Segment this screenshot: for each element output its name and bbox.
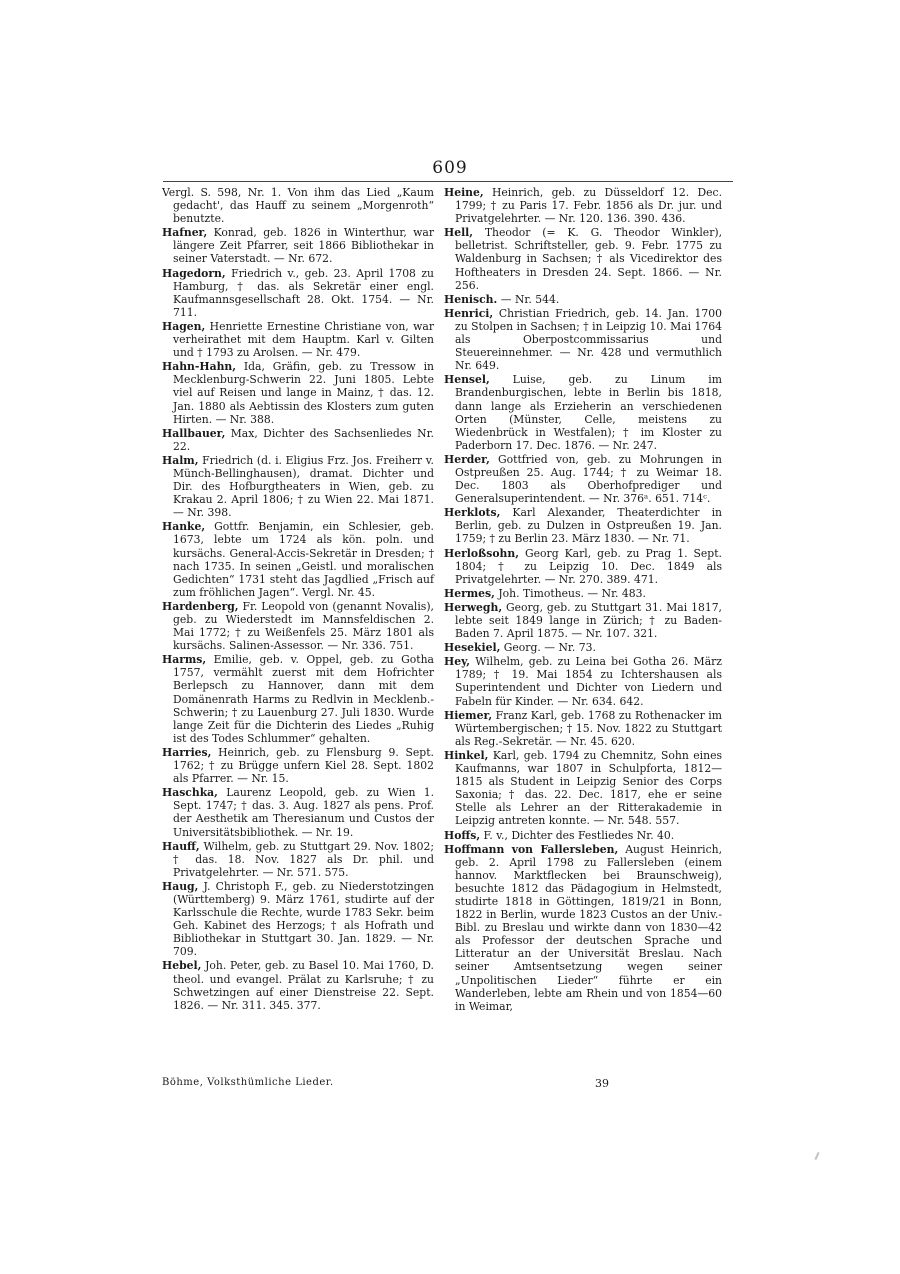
entry-headword: Henisch. <box>444 292 498 306</box>
biography-entry <box>162 454 434 519</box>
entry-headword: Haschka, <box>162 786 218 800</box>
entry-text: Christian Friedrich, geb. 14. Jan. 1700 zu Stolpen in Sachsen; † in Leipzig 10. Mai 1764 als Oberpostcommissarius und Steuereinnehmer. — Nr. 428 und vermuthlich Nr. 649. <box>455 306 722 373</box>
entry-text: Luise, geb. zu Linum im Brandenburgischen, lebte in Berlin bis 1818, dann lange als Erzieherin an verschiedenen Orten (Münster, Celle, meistens zu Wiedenbrück in Westfalen); † im Kloster zu Paderborn 17. Dec. 1876. — Nr. 247. <box>455 373 722 452</box>
entry-text: Theodor (= K. G. Theodor Winkler), belletrist. Schriftsteller, geb. 9. Febr. 1775 zu Waldenburg in Sachsen; † als Vicedirektor des Hoftheaters in Dresden 24. Sept. 1866. — Nr. 256. <box>455 226 722 292</box>
entry-text: Fr. Leopold von (genannt Novalis), geb. zu Wiederstedt im Mannsfeldischen 2. Mai 1772; † zu Weißenfels 25. März 1801 als kursächs. Salinen-Assessor. — Nr. 336. 751. <box>173 599 434 653</box>
entry-text: — Nr. 544. <box>497 292 560 306</box>
entry-text: August Heinrich, geb. 2. April 1798 zu Fallersleben (einem hannov. Marktflecken bei Braunschweig), besuchte 1812 das Pädagogium in Helmstedt, studirte 1818 in Göttingen, 1819/21 in Bonn, 1822 in Berlin, wurde 1823 Custos an der Univ.-Bibl. zu Breslau und wirkte dann von 1830—42 als Professor der deutschen Sprache und Litteratur an der Universität Breslau. Nach seiner Amtsentsetzung wegen seiner „Unpolitischen Lieder“ führte er ein Wanderleben, lebte am Rhein und von 1854—60 in Weimar, <box>455 842 723 1013</box>
entry-text: Emilie, geb. v. Oppel, geb. zu Gotha 1757, vermählt zuerst mit dem Hofrichter Berlepsch zu Hannover, dann mit dem Domänenrath Harms zu Redlvin in Mecklenb.-Schwerin; † zu Lauenburg 27. Juli 1830. Wurde lange Zeit für die Dichterin des Liedes „Ruhig ist des Todes Schlummer“ gehalten. <box>173 653 434 745</box>
biography-entry <box>162 959 434 1011</box>
entry-text: J. Christoph F., geb. zu Niederstotzingen (Württemberg) 9. März 1761, studirte auf der Karlsschule die Rechte, wurde 1783 Sekr. beim Geh. Kabinet des Herzogs; † als Hofrath und Bibliothekar in Stuttgart 30. Jan. 1829. — Nr. 709. <box>173 879 434 959</box>
entry-text: Friedrich (d. i. Eligius Frz. Jos. Freiherr v. Münch-Bellinghausen), dramat. Dichter und Dir. des Hofburgtheaters in Wien, geb. zu Krakau 2. April 1806; † zu Wien 22. Mai 1871. — Nr. 398. <box>173 453 434 520</box>
entry-text: Karl Alexander, Theaterdichter in Berlin, geb. zu Dulzen in Ostpreußen 19. Jan. 1759; † zu Berlin 23. März 1830. — Nr. 71. <box>455 506 722 546</box>
header-rule <box>163 181 733 182</box>
entry-headword: Hoffs, <box>444 828 481 842</box>
entry-headword: Hanke, <box>162 520 206 534</box>
biography-entry <box>162 267 434 319</box>
entry-text: Heinrich, geb. zu Düsseldorf 12. Dec. 1799; † zu Paris 17. Febr. 1856 als Dr. jur. und Privatgelehrter. — Nr. 120. 136. 390. 436. <box>455 186 722 226</box>
biography-entry <box>162 520 434 599</box>
entry-headword: Halm, <box>162 453 199 467</box>
entry-headword: Herder, <box>444 452 490 466</box>
biography-entry <box>444 641 722 654</box>
entry-text: Laurenz Leopold, geb. zu Wien 1. Sept. 1747; † das. 3. Aug. 1827 als pens. Prof. der Aesthetik am Theresianum und Custos der Universitätsbibliothek. — Nr. 19. <box>173 786 434 839</box>
biography-entry <box>444 709 722 748</box>
entry-text: Max, Dichter des Sachsenliedes Nr. 22. <box>173 426 434 453</box>
entry-headword: Hardenberg, <box>162 599 239 613</box>
entry-text: Georg, geb. zu Stuttgart 31. Mai 1817, lebte seit 1849 lange in Zürich; † zu Baden-Baden 7. April 1875. — Nr. 107. 321. <box>455 600 722 641</box>
biography-entry <box>444 186 722 225</box>
entry-text: Gottfried von, geb. zu Mohrungen in Ostpreußen 25. Aug. 1744; † zu Weimar 18. Dec. 1803 als Oberhofprediger und Generalsuperintendent. — Nr. 376ᵃ. 651. 714ᶜ. <box>455 452 722 506</box>
entry-headword: Hebel, <box>162 959 202 973</box>
entry-headword: Hinkel, <box>444 748 489 762</box>
entry-text: Vergl. S. 598, Nr. 1. Von ihm das Lied „Kaum gedacht', das Hauff zu seinem „Morgenroth“ benutzte. <box>162 186 434 226</box>
biography-entry <box>162 360 434 425</box>
biography-entry <box>162 600 434 652</box>
biography-entry <box>162 880 434 959</box>
entry-headword: Hafner, <box>162 226 208 240</box>
biography-entry <box>444 226 722 291</box>
entry-headword: Henrici, <box>444 306 494 320</box>
entry-text: Konrad, geb. 1826 in Winterthur, war längere Zeit Pfarrer, seit 1866 Bibliothekar in seiner Vaterstadt. — Nr. 672. <box>173 226 434 266</box>
entry-headword: Harms, <box>162 653 207 667</box>
entry-text: Georg Karl, geb. zu Prag 1. Sept. 1804; † zu Leipzig 10. Dec. 1849 als Privatgelehrter. — Nr. 270. 389. 471. <box>455 546 722 586</box>
entry-headword: Hallbauer, <box>162 426 226 440</box>
biography-entry <box>162 786 434 838</box>
left-column <box>162 186 434 1013</box>
entry-headword: Hahn-Hahn, <box>162 360 237 374</box>
biography-entry <box>444 601 722 640</box>
entry-text: Heinrich, geb. zu Flensburg 9. Sept. 1762; † zu Brügge unfern Kiel 28. Sept. 1802 als Pfarrer. — Nr. 15. <box>173 745 434 786</box>
entry-text: Henriette Ernestine Christiane von, war verheirathet mit dem Hauptm. Karl v. Gilten und † 1793 zu Arolsen. — Nr. 479. <box>173 319 434 360</box>
entry-headword: Hermes, <box>444 586 495 600</box>
biography-entry <box>162 840 434 879</box>
footer-note: Böhme, Volksthümliche Lieder. <box>162 1077 334 1088</box>
biography-entry <box>162 320 434 359</box>
biography-entry <box>444 655 722 707</box>
biography-entry <box>162 653 434 745</box>
entry-text: Joh. Timotheus. — Nr. 483. <box>494 586 646 600</box>
entry-headword: Hesekiel, <box>444 641 501 655</box>
biography-entry <box>162 186 434 225</box>
entry-headword: Heine, <box>444 186 484 199</box>
entry-headword: Herloßsohn, <box>444 546 520 560</box>
entry-headword: Hoffmann von Fallersleben, <box>444 842 619 856</box>
biography-entry <box>162 746 434 785</box>
entry-headword: Herwegh, <box>444 600 503 614</box>
right-column <box>444 186 722 1014</box>
biography-entry <box>444 829 722 842</box>
entry-text: Joh. Peter, geb. zu Basel 10. Mai 1760, D. theol. und evangel. Prälat zu Karlsruhe; † zu Schwetzingen auf einer Dienstreise 22. Sept. 1826. — Nr. 311. 345. 377. <box>173 959 434 1012</box>
page-number: 609 <box>432 158 468 178</box>
biography-entry <box>444 843 722 1013</box>
biography-entry <box>444 307 722 372</box>
biography-entry <box>444 453 722 505</box>
entry-headword: Hauff, <box>162 839 200 853</box>
entry-headword: Hey, <box>444 655 471 669</box>
entry-headword: Harries, <box>162 745 212 759</box>
entry-headword: Herklots, <box>444 506 501 520</box>
entry-headword: Hiemer, <box>444 708 493 722</box>
biography-entry <box>444 587 722 600</box>
biography-entry <box>162 427 434 453</box>
entry-headword: Haug, <box>162 879 199 893</box>
biography-entry <box>444 547 722 586</box>
entry-headword: Hagedorn, <box>162 266 226 280</box>
entry-headword: Hell, <box>444 226 474 240</box>
entry-text: Wilhelm, geb. zu Leina bei Gotha 26. März 1789; † 19. Mai 1854 zu Ichtershausen als Superintendent und Dichter von Liedern und Fabeln für Kinder. — Nr. 634. 642. <box>455 655 722 708</box>
entry-text: Friedrich v., geb. 23. April 1708 zu Hamburg, † das. als Sekretär einer engl. Kaufmannsgesellschaft 28. Okt. 1754. — Nr. 711. <box>173 266 434 319</box>
entry-text: Gottfr. Benjamin, ein Schlesier, geb. 1673, lebte um 1724 als kön. poln. und kursächs. General-Accis-Sekretär in Dresden; † nach 1735. In seinen „Geistl. und moralischen Gedichten“ 1731 steht das Jagdlied „Frisch auf zum fröhlichen Jagen“. Vergl. Nr. 45. <box>173 520 434 599</box>
paper-speck <box>814 1152 819 1160</box>
entry-text: Karl, geb. 1794 zu Chemnitz, Sohn eines Kaufmanns, war 1807 in Schulpforta, 1812—1815 als Student in Leipzig Senior des Corps Saxonia; † das. 22. Dec. 1817, ehe er seine Stelle als Lehrer an der Ritterakademie in Leipzig antreten konnte. — Nr. 548. 557. <box>455 748 722 828</box>
entry-text: Wilhelm, geb. zu Stuttgart 29. Nov. 1802; † das. 18. Nov. 1827 als Dr. phil. und Privatgelehrter. — Nr. 571. 575. <box>173 839 434 879</box>
biography-entry <box>444 749 722 828</box>
biography-entry <box>444 293 722 306</box>
entry-text: F. v., Dichter des Festliedes Nr. 40. <box>480 828 675 842</box>
entry-text: Georg. — Nr. 73. <box>500 641 596 655</box>
biography-entry <box>444 506 722 545</box>
signature-mark: 39 <box>595 1077 609 1090</box>
entry-headword: Hensel, <box>444 373 490 387</box>
biography-entry <box>162 226 434 265</box>
biography-entry <box>444 373 722 452</box>
entry-text: Franz Karl, geb. 1768 zu Rothenacker im Würtembergischen; † 15. Nov. 1822 zu Stuttgart als Reg.-Sekretär. — Nr. 45. 620. <box>455 708 722 748</box>
entry-headword: Hagen, <box>162 319 206 333</box>
entry-text: Ida, Gräfin, geb. zu Tressow in Mecklenburg-Schwerin 22. Juni 1805. Lebte viel auf Reisen und lange in Mainz, † das. 12. Jan. 1880 als Aebtissin des Klosters zum guten Hirten. — Nr. 388. <box>173 360 434 426</box>
